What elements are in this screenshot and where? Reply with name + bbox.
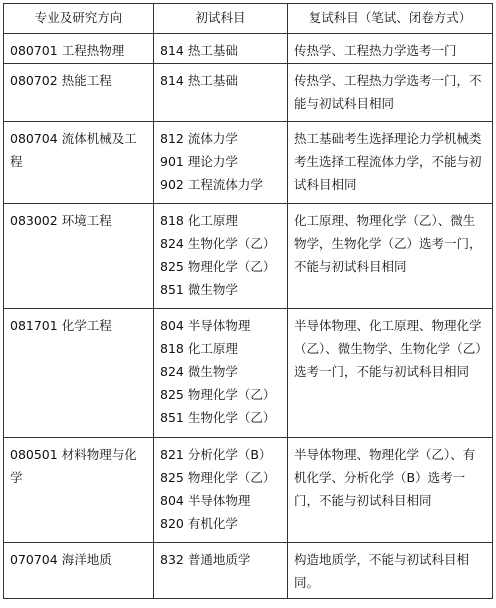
major-cell: 070704 海洋地质 — [4, 543, 154, 599]
exam-subject: 814 热工基础 — [160, 73, 238, 88]
exam-subject: 832 普通地质学 — [160, 552, 251, 567]
table-row — [4, 309, 493, 438]
exam-subject: 901 理论力学 — [160, 154, 238, 169]
table-row — [4, 438, 493, 543]
exam-subject: 804 半导体物理 — [160, 493, 251, 508]
table-header-row — [4, 4, 493, 34]
initial-exam-cell — [154, 34, 288, 64]
initial-exam-cell — [154, 204, 288, 309]
initial-exam-cell — [154, 122, 288, 204]
table-row — [4, 543, 493, 599]
exam-subject: 820 有机化学 — [160, 516, 238, 531]
retest-cell: 构造地质学，不能与初试科目相同。 — [288, 543, 493, 599]
header-major: 专业及研究方向 — [4, 4, 154, 34]
retest-cell: 化工原理、物理化学（乙）、微生物学，生物化学（乙）选考一门，不能与初试科目相同 — [288, 204, 493, 309]
exam-subject: 812 流体力学 — [160, 131, 238, 146]
table-row — [4, 64, 493, 122]
exam-subject: 825 物理化学（乙） — [160, 470, 276, 485]
exam-subject: 824 微生物学 — [160, 364, 238, 379]
exam-subject: 821 分析化学（B） — [160, 447, 272, 462]
retest-cell: 半导体物理、化工原理、物理化学（乙）、微生物学、生物化学（乙）选考一门，不能与初试科目相同 — [288, 309, 493, 438]
major-cell: 081701 化学工程 — [4, 309, 154, 438]
header-retest: 复试科目（笔试、闭卷方式） — [288, 4, 493, 34]
exam-subject: 851 微生物学 — [160, 282, 238, 297]
initial-exam-cell — [154, 543, 288, 599]
retest-cell: 传热学、工程热力学选考一门，不能与初试科目相同 — [288, 64, 493, 122]
exam-subject: 902 工程流体力学 — [160, 177, 263, 192]
exam-subject: 814 热工基础 — [160, 43, 238, 58]
retest-cell: 半导体物理、物理化学（乙）、有机化学、分析化学（B）选考一门，不能与初试科目相同 — [288, 438, 493, 543]
major-cell: 083002 环境工程 — [4, 204, 154, 309]
initial-exam-cell — [154, 438, 288, 543]
major-cell: 080701 工程热物理 — [4, 34, 154, 64]
exam-subject: 818 化工原理 — [160, 341, 238, 356]
exam-subject: 825 物理化学（乙） — [160, 387, 276, 402]
exam-subject: 804 半导体物理 — [160, 318, 251, 333]
major-cell: 080501 材料物理与化学 — [4, 438, 154, 543]
retest-cell: 传热学、工程热力学选考一门 — [288, 34, 493, 64]
exam-subject: 824 生物化学（乙） — [160, 236, 276, 251]
header-initial-exam: 初试科目 — [154, 4, 288, 34]
retest-cell: 热工基础考生选择理论力学机械类考生选择工程流体力学，不能与初试科目相同 — [288, 122, 493, 204]
table-row — [4, 204, 493, 309]
major-cell: 080704 流体机械及工程 — [4, 122, 154, 204]
exam-subject: 851 生物化学（乙） — [160, 410, 276, 425]
table-row — [4, 122, 493, 204]
exam-subject: 818 化工原理 — [160, 213, 238, 228]
initial-exam-cell — [154, 309, 288, 438]
major-cell: 080702 热能工程 — [4, 64, 154, 122]
initial-exam-cell — [154, 64, 288, 122]
exam-subjects-table — [3, 3, 493, 599]
exam-subject: 825 物理化学（乙） — [160, 259, 276, 274]
table-row — [4, 34, 493, 64]
